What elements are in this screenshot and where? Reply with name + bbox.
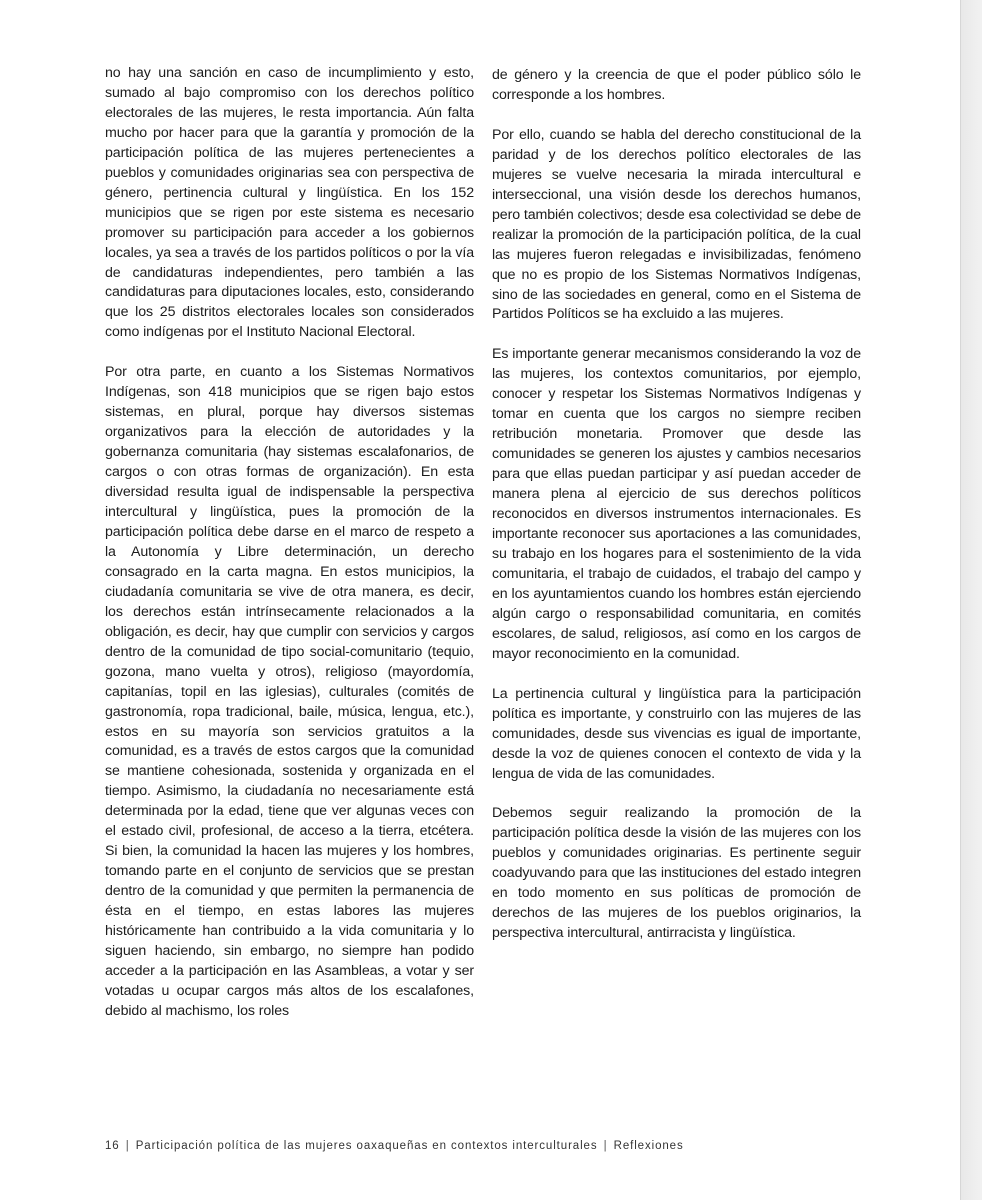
- right-paragraph-1: de género y la creencia de que el poder público sólo le corresponde a los hombres.: [492, 67, 861, 103]
- right-paragraph-3: Es importante generar mecanismos considerando la voz de las mujeres, los contextos comunitarios, por ejemplo, conocer y respetar los Sistemas Normativos Indígenas y tomar en cuenta que los cargos no siempre reciben retribución monetaria. Promover que desde las comunidades se generen los ajustes y cambios necesarios para que ellas puedan participar y así puedan acceder de manera plena al ejercicio de sus derechos políticos reconocidos en diversos instrumentos internacionales. Es importante reconocer sus aportaciones a las comunidades, su trabajo en los hogares para el sostenimiento de la vida comunitaria, el trabajo de cuidados, el trabajo del campo y en los ayuntamientos cuando los hombres están ejerciendo algún cargo o responsabilidad comunitaria, en comités escolares, de salud, religiosos, así como en los cargos de mayor reconocimiento en la comunidad.: [492, 346, 861, 662]
- left-column: [105, 64, 474, 1022]
- right-paragraph-4: La pertinencia cultural y lingüística para la participación política es importante, y construirlo con las mujeres de las comunidades, desde sus vivencias es igual de importante, desde la voz de quienes conocen el contexto de vida y la lengua de vida de las comunidades.: [492, 685, 861, 782]
- left-paragraph-2: Por otra parte, en cuanto a los Sistemas Normativos Indígenas, son 418 municipios que se rigen bajo estos sistemas, en plural, porque hay diversos sistemas organizativos para la elección de autoridades y la gobernanza comunitaria (hay sistemas escalafonarios, de cargos o con otras formas de organización). En esta diversidad resulta igual de indispensable la perspectiva intercultural y lingüística, pues la promoción de la participación política debe darse en el marco de respeto a la Autonomía y Libre determinación, un derecho consagrado en la carta magna. En estos municipios, la ciudadanía comunitaria se vive de otra manera, es decir, los derechos están intrínsecamente relacionados a la obligación, es decir, hay que cumplir con servicios y cargos dentro de la comunidad de tipo social-comunitario (tequio, gozona, mano vuelta y otros), religioso (mayordomía, capitanías, topil en las iglesias), culturales (comités de gastronomía, ropa tradicional, baile, música, lengua, etc.), estos en su mayoría son servicios gratuitos a la comunidad, es a través de estos cargos que la comunidad se mantiene cohesionada, sostenida y organizada en el tiempo. Asimismo, la ciudadanía no necesariamente está determinada por la edad, tiene que ver algunas veces con el estado civil, profesional, de acceso a la tierra, etcétera. Si bien, la comunidad la hacen las mujeres y los hombres, tomando parte en el conjunto de servicios que se prestan dentro de la comunidad y que permiten la permanencia de ésta en el tiempo, en estas labores las mujeres históricamente han contribuido a la vida comunitaria y lo siguen haciendo, sin embargo, no siempre han podido acceder a la participación en las Asambleas, a votar y ser votadas u ocupar cargos más altos de los escalafones, debido al machismo, los roles: [105, 364, 474, 1019]
- right-paragraph-2: Por ello, cuando se habla del derecho constitucional de la paridad y de los derechos político electorales de las mujeres se vuelve necesaria la mirada intercultural e interseccional, una visión desde los derechos humanos, pero también colectivos; desde esa colectividad se debe de realizar la promoción de la participación política, de la cual las mujeres fueron relegadas e invisibilizadas, fenómeno que no es propio de los Sistemas Normativos Indígenas, sino de las sociedades en general, como en el Sistema de Partidos Políticos se ha excluido a las mujeres.: [492, 126, 861, 323]
- section-name: Reflexiones: [613, 1140, 684, 1152]
- book-title: Participación política de las mujeres oaxaqueñas en contextos interculturales: [135, 1140, 598, 1152]
- footer-separator: |: [125, 1140, 130, 1152]
- left-paragraph-1: no hay una sanción en caso de incumplimiento y esto, sumado al bajo compromiso con los derechos político electorales de las mujeres, le resta importancia. Aún falta mucho por hacer para que la garantía y promoción de la participación política de las mujeres pertenecientes a pueblos y comunidades originarias sea con perspectiva de género, pertinencia cultural y lingüística. En los 152 municipios que se rigen por este sistema es necesario promover su participación para acceder a los gobiernos locales, ya sea a través de los partidos políticos o por la vía de candidaturas independientes, pero también a las candidaturas para diputaciones locales, esto, considerando que los 25 distritos electorales locales son considerados como indígenas por el Instituto Nacional Electoral.: [105, 65, 474, 341]
- right-paragraph-5: Debemos seguir realizando la promoción de la participación política desde la visión de las mujeres con los pueblos y comunidades originarias. Es pertinente seguir coadyuvando para que las instituciones del estado integren en todo momento en sus políticas de promoción de derechos de las mujeres de los pueblos originarios, la perspectiva intercultural, antirracista y lingüística.: [492, 805, 861, 942]
- footer-separator: |: [603, 1140, 608, 1152]
- page-number: 16: [105, 1140, 120, 1152]
- page-edge: [960, 0, 982, 1200]
- right-column: [492, 66, 861, 944]
- page-footer: [105, 1140, 684, 1152]
